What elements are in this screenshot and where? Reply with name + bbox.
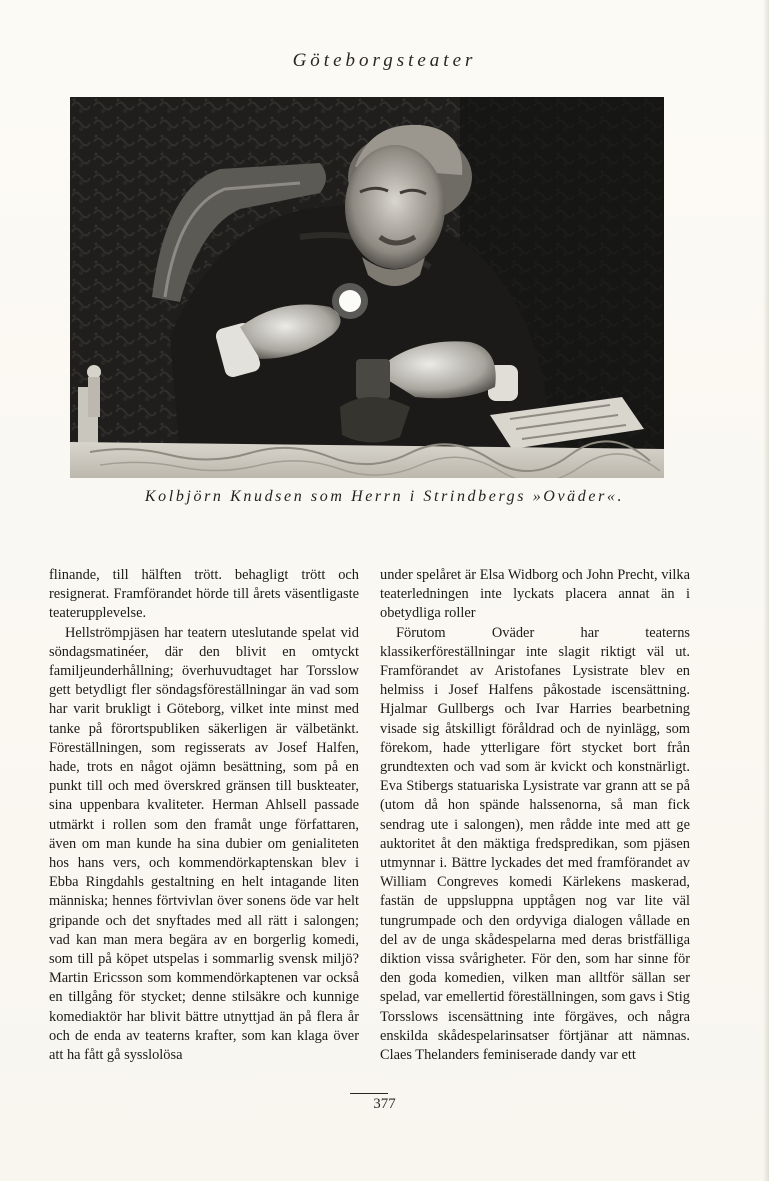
paragraph: flinande, till hälften trött. behagligt trött och resignerat. Framförandet hörde till årets väsentligaste teaterupplevelse. xyxy=(49,567,359,622)
running-head: Göteborgsteater xyxy=(292,50,477,71)
photo-caption: Kolbjörn Knudsen som Herrn i Strindbergs »Oväder«. xyxy=(144,488,625,505)
photograph xyxy=(70,97,664,478)
page-edge-shadow xyxy=(763,0,769,1181)
paragraph: Hellströmpjäsen har teatern uteslutande spelat vid söndagsmatinéer, där den blivit en omtyckt familjeunderhållning; överhuvudtaget har Torsslow gett betydligt fler söndagsföreställningar än vad som har varit brukligt i Göteborg, vilket inte minst med tanke på förortspubliken säkerligen är välbetänkt. Föreställningen, som regisserats av Josef Halfen, hade, trots en något ojämn besättning, som på en punkt till och med överskred gränsen till buskteater, sina uppenbara kvaliteter. Herman Ahlsell passade utmärkt i rollen som den framåt unge författaren, även om man kunde ha sina dubier om genialiteten hos hans vers, och kommendörkaptenskan blev i Ebba Ringdahls gestaltning en helt intagande liten människa; hennes förtvivlan över sonens öde var helt gripande och det snyftades med all rätt i salongen; vad kan man mera begära av en borgerlig komedi, som till på köpet utspelas i sommarlig svensk miljö? Martin Ericsson som kommendörkaptenen var också en tillgång för stycket; denne stilsäkre och kunnige komediaktör har blivit bättre utnyttjad än på flera år och de enda av teaterns krafter, som kan klaga över att ha fått gå sysslolösa xyxy=(49,624,359,1064)
text-column-right xyxy=(380,566,690,1065)
paragraph: under spelåret är Elsa Widborg och John Precht, vilka teaterledningen inte lyckats placera annat än i obetydliga roller xyxy=(380,567,690,622)
folio-rule xyxy=(350,1093,388,1094)
page-number: 377 xyxy=(373,1096,396,1112)
paragraph: Förutom Oväder har teaterns klassikerföreställningar inte slagit riktigt väl ut. Framförandet av Aristofanes Lysistrate blev en helmiss i Josef Halfens påkostade iscensättning. Hjalmar Gullbergs och Ivar Harries bearbetning visade sig åtskilligt föråldrad och de nyinlägg, som förekom, hade ytterligare fört stycket bort från grundtexten och vad som är kvickt och konstnärligt. Eva Stibergs statuariska Lysistrate var grann att se på (utom då hon spände halssenorna, så man fick sendrag ute i salongen), men rådde inte med att ge auktoritet åt den mäktiga fredspredikan, som pjäsen utmynnar i. Bättre lyckades det med framförandet av William Congreves komedi Kärlekens maskerad, fastän de uppsluppna upptågen nog var lite väl tungrumpade och den ordyviga dialogen vållade en del av de unga skådespelarna med deras bristfälliga diktion vissa svårigheter. För den, som har sinne för den goda komedien, vilken man alltför sällan ser spelad, var emellertid föreställningen, som gavs i Stig Torsslows iscensättning inte förgäves, och några enskilda skådespelarinsatser förtjänar att nämnas. Claes Thelanders feminiserade dandy var ett xyxy=(380,624,690,1064)
text-column-left xyxy=(49,566,359,1065)
photo-illustration xyxy=(70,97,664,478)
